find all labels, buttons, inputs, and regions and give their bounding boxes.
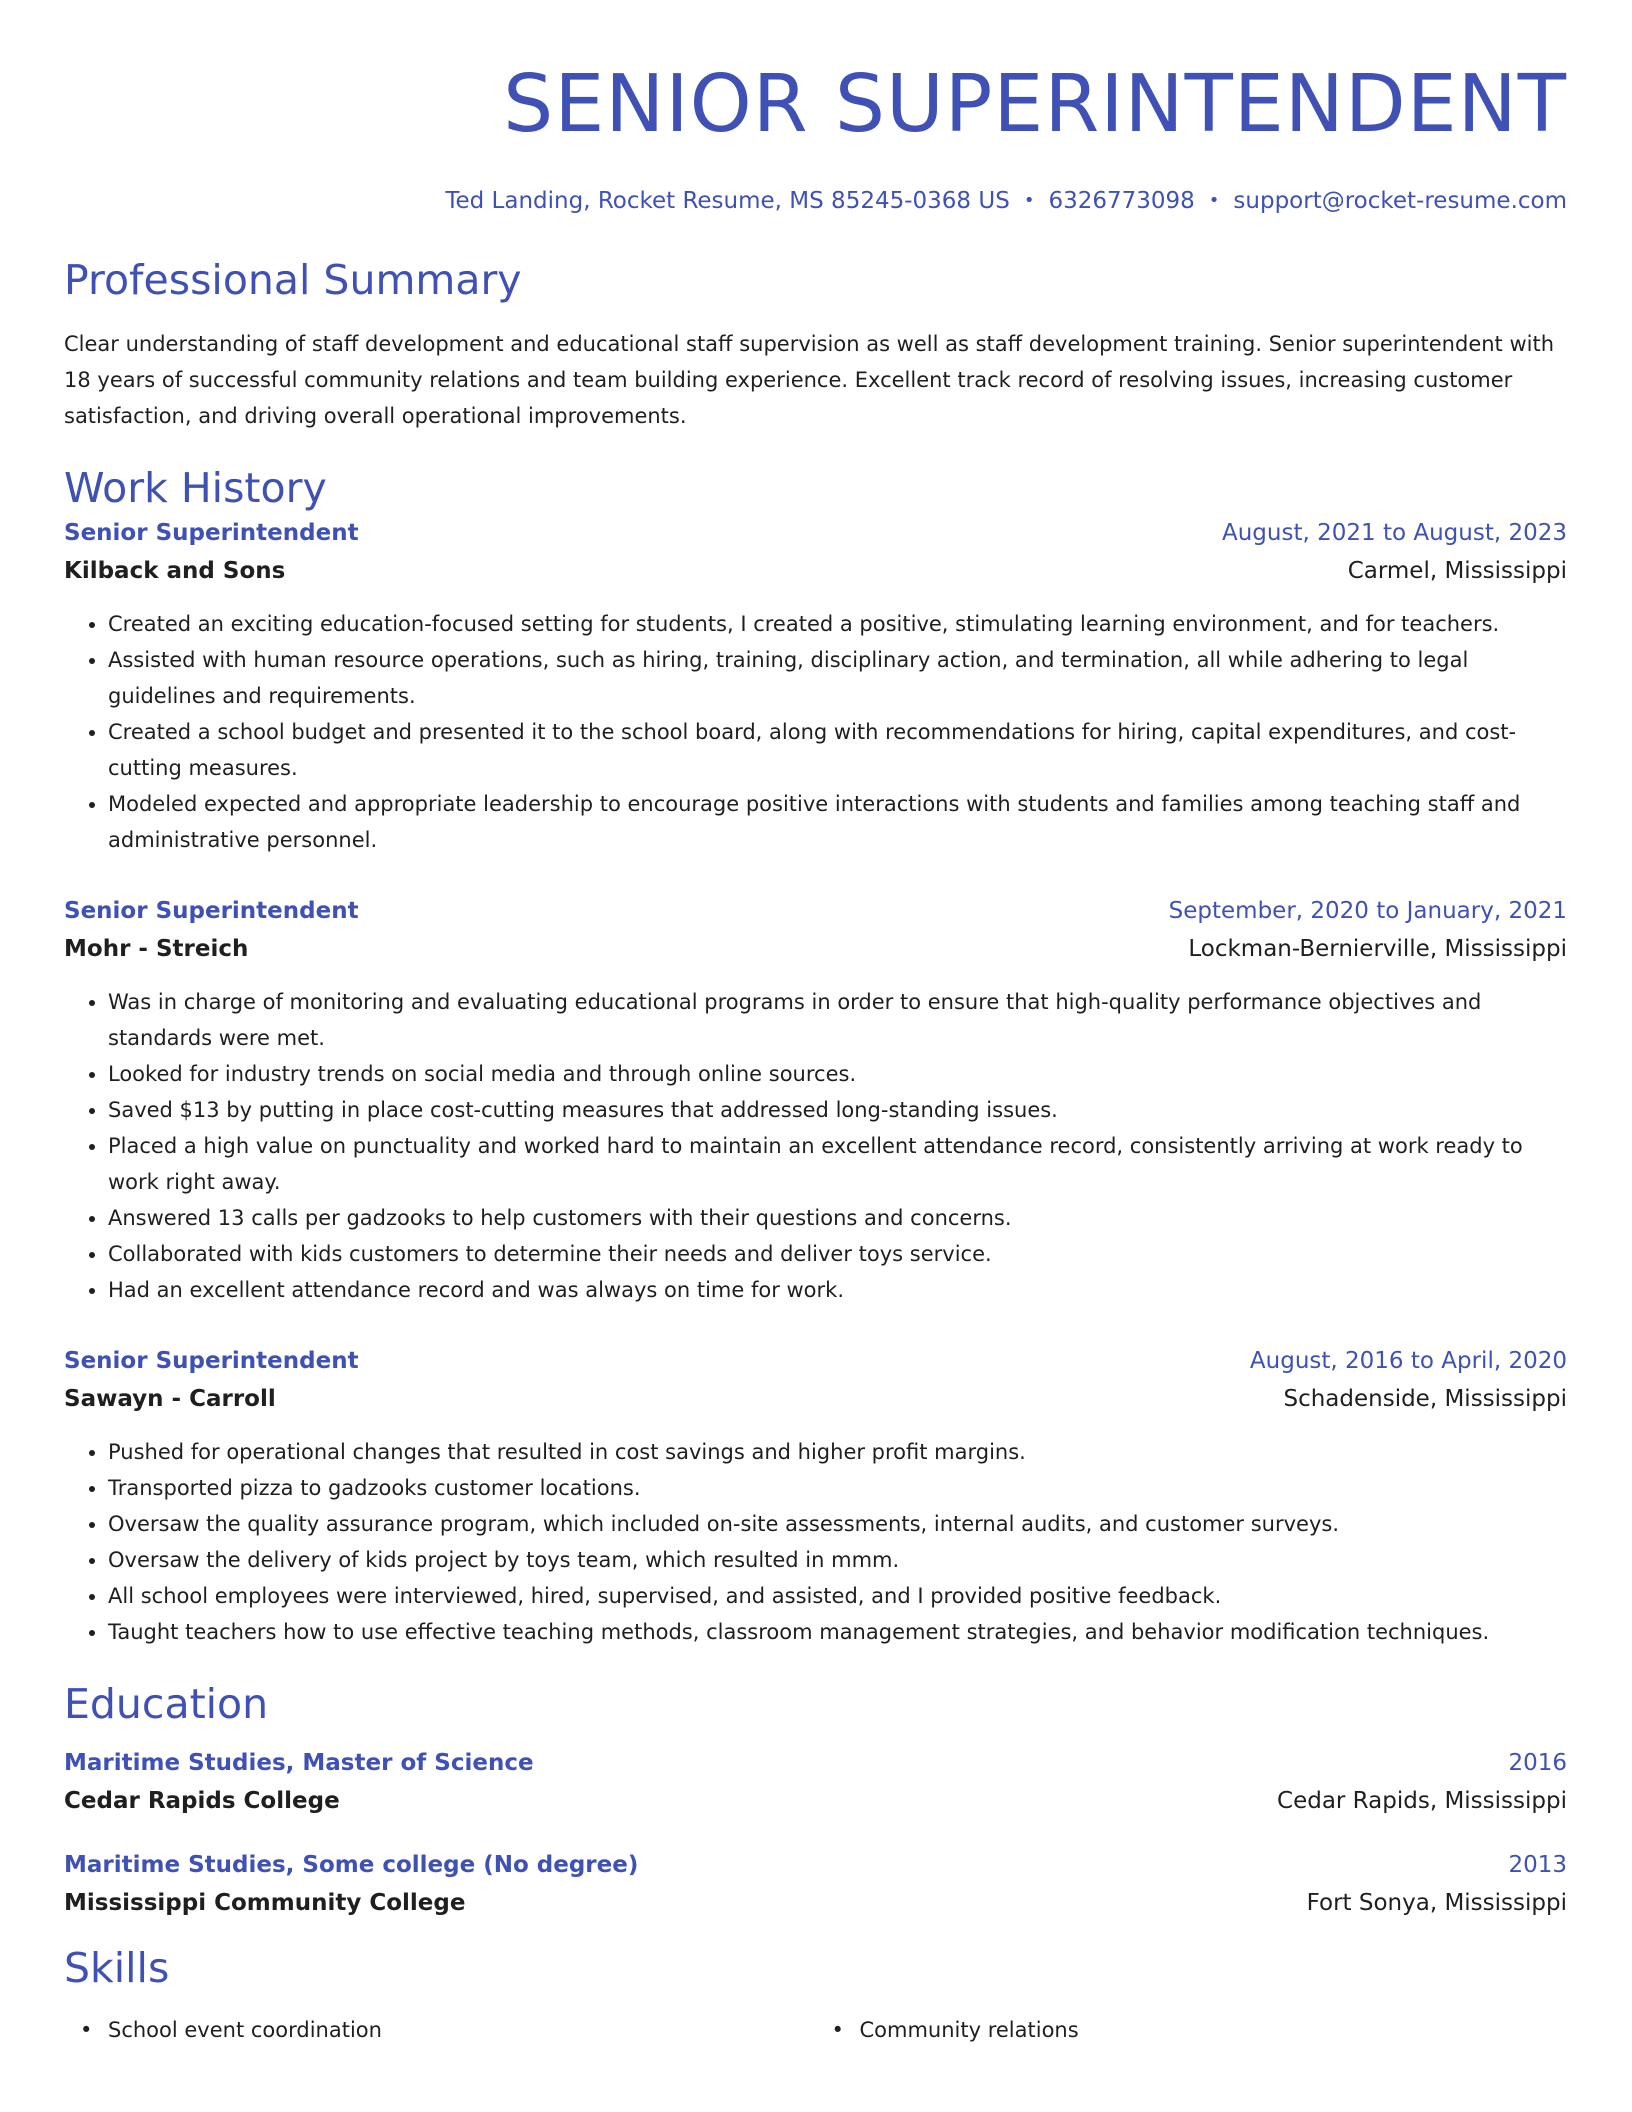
list-item: • Collaborated with kids customers to determine their needs and deliver toys service.: [108, 1236, 1567, 1272]
resume-page: [64, 0, 1567, 2048]
education-list: [64, 1744, 1567, 1922]
list-item: • Assisted with human resource operations, such as hiring, training, disciplinary action, and termination, all while adhering to legal guidelines and requirements.: [108, 642, 1567, 714]
list-item: • Taught teachers how to use effective teaching methods, classroom management strategies, and behavior modification techniques.: [108, 1614, 1567, 1650]
education-heading: Education: [64, 1680, 269, 1728]
skills-list: [64, 2012, 1567, 2048]
job-location: Lockman-Bernierville, Mississippi: [1188, 936, 1567, 962]
job-bullets: [64, 606, 1567, 858]
contact-address: Ted Landing, Rocket Resume, MS 85245-0368 US: [445, 188, 1010, 214]
education-degree: Maritime Studies, Master of Science: [64, 1750, 534, 1776]
job-company-row: [64, 1380, 1567, 1418]
summary-heading: Professional Summary: [64, 256, 522, 304]
contact-phone: 6326773098: [1048, 188, 1195, 214]
list-item: • Had an excellent attendance record and was always on time for work.: [108, 1272, 1567, 1308]
job-bullets: [64, 984, 1567, 1308]
skills-heading: Skills: [64, 1944, 170, 1992]
contact-line: [64, 186, 1567, 216]
work-history-list: [64, 514, 1567, 1650]
job-entry: [64, 1342, 1567, 1650]
education-entry: [64, 1744, 1567, 1820]
education-school-row: [64, 1782, 1567, 1820]
list-item: • Created an exciting education-focused setting for students, I created a positive, stimulating learning environment, and for teachers.: [108, 606, 1567, 642]
work-history-heading: Work History: [64, 464, 327, 512]
education-entry: [64, 1846, 1567, 1922]
education-school: Cedar Rapids College: [64, 1788, 340, 1814]
list-item: • All school employees were interviewed, hired, supervised, and assisted, and I provided positive feedback.: [108, 1578, 1567, 1614]
job-header-row: [64, 1342, 1567, 1380]
job-entry: [64, 892, 1567, 1308]
contact-email[interactable]: support@rocket-resume.com: [1233, 188, 1567, 214]
job-company: Kilback and Sons: [64, 558, 286, 584]
list-item: • Placed a high value on punctuality and worked hard to maintain an excellent attendance record, consistently arriving at work ready to work right away.: [108, 1128, 1567, 1200]
resume-title: SENIOR SUPERINTENDENT: [503, 58, 1567, 150]
job-bullets: [64, 1434, 1567, 1650]
education-header-row: [64, 1846, 1567, 1884]
list-item: • Answered 13 calls per gadzooks to help customers with their questions and concerns.: [108, 1200, 1567, 1236]
job-location: Carmel, Mississippi: [1347, 558, 1567, 584]
job-title: Senior Superintendent: [64, 520, 359, 546]
job-company-row: [64, 930, 1567, 968]
education-location: Cedar Rapids, Mississippi: [1277, 1788, 1567, 1814]
education-location: Fort Sonya, Mississippi: [1306, 1890, 1567, 1916]
job-header-row: [64, 514, 1567, 552]
job-company: Sawayn - Carroll: [64, 1386, 276, 1412]
job-header-row: [64, 892, 1567, 930]
list-item: • Looked for industry trends on social media and through online sources.: [108, 1056, 1567, 1092]
contact-separator: •: [1023, 190, 1035, 211]
list-item: • Was in charge of monitoring and evaluating educational programs in order to ensure that high-quality performance objectives and standards were met.: [108, 984, 1567, 1056]
list-item: • Transported pizza to gadzooks customer locations.: [108, 1470, 1567, 1506]
education-school-row: [64, 1884, 1567, 1922]
skill-item: • School event coordination: [64, 2012, 816, 2048]
job-entry: [64, 514, 1567, 858]
list-item: • Oversaw the delivery of kids project by toys team, which resulted in mmm.: [108, 1542, 1567, 1578]
job-dates: September, 2020 to January, 2021: [1168, 898, 1567, 924]
education-year: 2013: [1508, 1852, 1567, 1878]
list-item: • Saved $13 by putting in place cost-cutting measures that addressed long-standing issues.: [108, 1092, 1567, 1128]
job-dates: August, 2021 to August, 2023: [1222, 520, 1567, 546]
list-item: • Created a school budget and presented it to the school board, along with recommendations for hiring, capital expenditures, and cost-cutting measures.: [108, 714, 1567, 786]
list-item: • Oversaw the quality assurance program, which included on-site assessments, internal audits, and customer surveys.: [108, 1506, 1567, 1542]
job-title: Senior Superintendent: [64, 898, 359, 924]
education-header-row: [64, 1744, 1567, 1782]
education-year: 2016: [1508, 1750, 1567, 1776]
list-item: • Pushed for operational changes that resulted in cost savings and higher profit margins.: [108, 1434, 1567, 1470]
education-degree: Maritime Studies, Some college (No degree): [64, 1852, 639, 1878]
list-item: • Modeled expected and appropriate leadership to encourage positive interactions with students and families among teaching staff and administrative personnel.: [108, 786, 1567, 858]
education-school: Mississippi Community College: [64, 1890, 466, 1916]
contact-separator: •: [1208, 190, 1220, 211]
job-company: Mohr - Streich: [64, 936, 249, 962]
job-location: Schadenside, Mississippi: [1283, 1386, 1567, 1412]
job-title: Senior Superintendent: [64, 1348, 359, 1374]
skill-item: • Community relations: [816, 2012, 1568, 2048]
job-company-row: [64, 552, 1567, 590]
summary-text: Clear understanding of staff development and educational staff supervision as well as staff development training. Senior superintendent with 18 years of successful community relations and team building experience. Excellent track record of resolving issues, increasing customer satisfaction, and driving overall operational improvements.: [64, 332, 1555, 428]
job-dates: August, 2016 to April, 2020: [1249, 1348, 1567, 1374]
